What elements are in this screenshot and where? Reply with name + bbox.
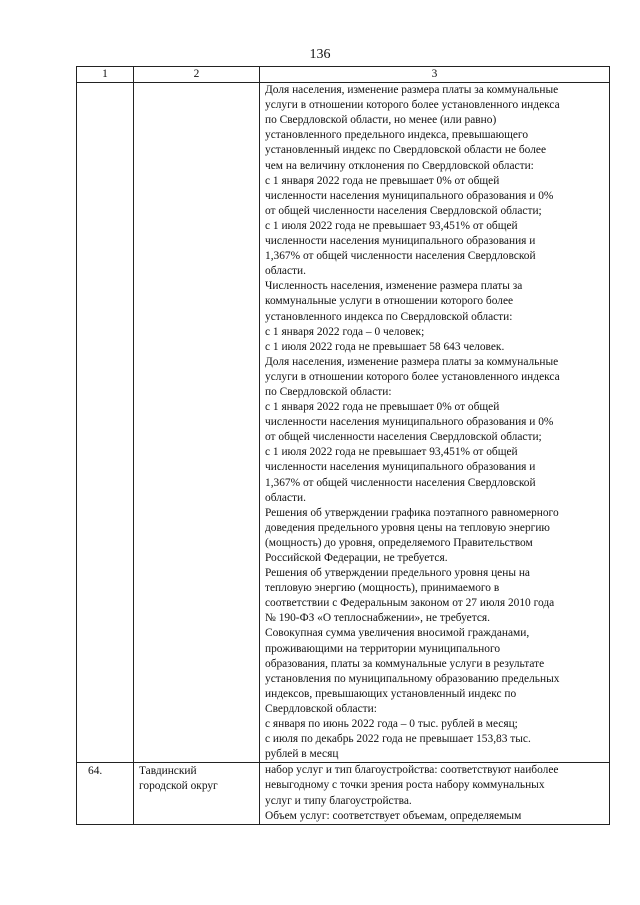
- text-line: с 1 июля 2022 года не превышает 93,451% от общей: [265, 219, 518, 232]
- page-number: 136: [309, 47, 331, 62]
- text-line: Доля населения, изменение размера платы за коммунальные: [265, 84, 559, 97]
- row-64-text: [260, 763, 610, 824]
- text-line: области.: [265, 491, 306, 504]
- text-line: услуги в отношении которого более установленного индекса: [265, 370, 560, 383]
- text-line: установления по муниципальному образованию предельных: [265, 672, 560, 685]
- text-line: установленный индекс по Свердловской области не более: [265, 144, 547, 157]
- text-line: с 1 июля 2022 года не превышает 93,451% от общей: [265, 446, 518, 459]
- text-line: Объем услуг: соответствует объемам, определяемым: [265, 809, 522, 822]
- text-line: № 190-ФЗ «О теплоснабжении», не требуется.: [265, 612, 490, 625]
- row-continued-number: [77, 83, 134, 763]
- table-header-row: [77, 67, 610, 83]
- text-line: образования, платы за коммунальные услуги в результате: [265, 657, 545, 670]
- text-line: проживающими на территории муниципального: [265, 642, 501, 655]
- municipality-name-line: городской округ: [139, 780, 218, 793]
- text-line: Совокупная сумма увеличения вносимой гражданами,: [265, 627, 530, 640]
- municipality-name-line: Тавдинский: [139, 765, 197, 778]
- text-line: от общей численности населения Свердловской области;: [265, 204, 542, 217]
- text-line: (мощность) до уровня, определяемого Правительством: [265, 536, 533, 549]
- header-col-3: 3: [260, 67, 610, 83]
- text-line: услуги в отношении которого более установленного индекса: [265, 99, 560, 112]
- text-line: рублей в месяц: [265, 748, 339, 761]
- text-line: доведения предельного уровня цены на тепловую энергию: [265, 521, 550, 534]
- row-continued-text: [260, 83, 610, 763]
- table-row-64: [77, 763, 610, 824]
- text-line: индексов, превышающих установленный индекс по: [265, 687, 517, 700]
- row-continued-name: [134, 83, 260, 763]
- text-line: Решения об утверждении графика поэтапного равномерного: [265, 506, 559, 519]
- text-line: по Свердловской области:: [265, 385, 392, 398]
- text-line: тепловую энергию (мощность), принимаемого в: [265, 582, 500, 595]
- text-line: Доля населения, изменение размера платы за коммунальные: [265, 355, 559, 368]
- text-line: набор услуг и тип благоустройства: соответствуют наиболее: [265, 764, 559, 777]
- row-64-name: [134, 763, 260, 824]
- text-line: с 1 января 2022 года не превышает 0% от общей: [265, 174, 500, 187]
- text-line: установленного предельного индекса, превышающего: [265, 129, 529, 142]
- text-line: Решения об утверждении предельного уровня цены на: [265, 567, 530, 580]
- text-line: коммунальные услуги в отношении которого более: [265, 295, 514, 308]
- text-line: с 1 января 2022 года не превышает 0% от общей: [265, 401, 500, 414]
- text-line: услуг и типу благоустройства.: [265, 794, 412, 807]
- table-row-continued: [77, 83, 610, 763]
- text-line: с июля по декабрь 2022 года не превышает 153,83 тыс.: [265, 733, 531, 746]
- text-line: с 1 июля 2022 года не превышает 58 643 человек.: [265, 340, 505, 353]
- text-line: Численность населения, изменение размера платы за: [265, 280, 523, 293]
- header-col-2: 2: [134, 67, 260, 83]
- text-line: с января по июнь 2022 года – 0 тыс. рублей в месяц;: [265, 718, 518, 731]
- text-line: с 1 января 2022 года – 0 человек;: [265, 325, 425, 338]
- text-line: соответствии с Федеральным законом от 27 июля 2010 года: [265, 597, 555, 610]
- text-line: Свердловской области:: [265, 702, 377, 715]
- text-line: Российской Федерации, не требуется.: [265, 552, 448, 564]
- text-line: области.: [265, 265, 306, 278]
- header-col-1: 1: [77, 67, 134, 83]
- text-line: чем на величину отклонения по Свердловской области:: [265, 159, 534, 172]
- text-line: по Свердловской области, но менее (или равно): [265, 114, 497, 127]
- text-line: 1,367% от общей численности населения Свердловской: [265, 476, 536, 489]
- text-line: от общей численности населения Свердловской области;: [265, 431, 542, 444]
- text-line: численности населения муниципального образования и: [265, 235, 536, 248]
- text-line: численности населения муниципального образования и 0%: [265, 189, 554, 202]
- text-line: численности населения муниципального образования и: [265, 461, 536, 474]
- text-line: 1,367% от общей численности населения Свердловской: [265, 250, 536, 263]
- text-line: численности населения муниципального образования и 0%: [265, 416, 554, 429]
- text-line: невыгодному с точки зрения роста набору коммунальных: [265, 779, 545, 792]
- data-table: [76, 66, 610, 825]
- row-64-number: 64.: [77, 763, 134, 824]
- text-line: установленного индекса по Свердловской области:: [265, 310, 513, 323]
